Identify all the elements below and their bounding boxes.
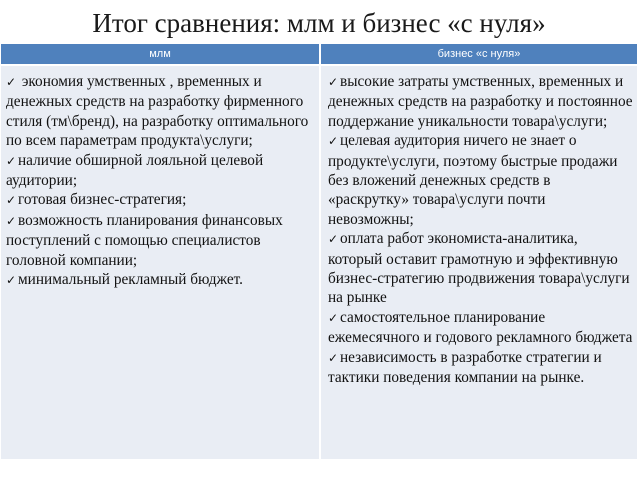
checkmark-icon: ✓ [328,350,339,365]
checkmark-icon: ✓ [328,232,339,247]
checkmark-icon: ✓ [328,134,339,149]
list-item [328,131,634,229]
list-item-text: экономия умственных , временных и денежных средств на разработку фирменного стиля (тм\бренд), на разработку оптимального по всем параметрам продукта\услуги; [6,73,309,150]
checkmark-icon: ✓ [328,75,339,89]
list-item [6,151,316,191]
list-item [328,72,634,131]
checkmark-icon: ✓ [328,310,339,325]
list-item [328,229,634,308]
checkmark-icon: ✓ [6,193,17,208]
mlm-cell [6,72,316,290]
list-item-text: высокие затраты умственных, временных и денежных средств на разработку и постоянное поддержание уникальности товара\услуги; [328,73,633,130]
body-divider [319,66,321,459]
list-item-text: независимость в разработке стратегии и тактики поведения компании на рынке. [328,348,602,387]
business-from-scratch-cell [328,72,634,388]
table-body-row [1,66,637,459]
list-item [328,348,634,388]
checkmark-icon: ✓ [6,273,17,288]
page-title: Итог сравнения: млм и бизнес «с нуля» [92,8,546,38]
list-item [6,211,316,270]
list-item [6,190,316,210]
header-business-from-scratch: бизнес «с нуля» [437,48,521,60]
comparison-table [1,44,637,459]
checkmark-icon: ✓ [6,153,17,168]
list-item-text: целевая аудитория ничего не знает о продукте\услуги, поэтому быстрые продажи без вложений денежных средств в «раскрутку» товара\услуги почти невозможны; [328,132,618,228]
table-header-row [1,44,637,64]
list-item-text: минимальный рекламный бюджет. [18,271,244,289]
list-item [6,270,316,290]
list-item-text: готовая бизнес-стратегия; [18,191,187,209]
list-item [328,308,634,348]
list-item [6,72,316,151]
checkmark-icon: ✓ [6,213,17,228]
header-mlm: млм [149,48,171,60]
list-item-text: возможность планирования финансовых поступлений с помощью специалистов головной компании; [6,211,283,269]
list-item-text: оплата работ экономиста-аналитика, который оставит грамотную и эффективную бизнес-стратегию продвижения товара\услуги на рынке [328,230,630,307]
list-item-text: наличие обширной лояльной целевой аудитории; [6,151,264,190]
list-item-text: самостоятельное планирование ежемесячного и годового рекламного бюджета [328,308,633,347]
checkmark-icon: ✓ [6,75,17,89]
